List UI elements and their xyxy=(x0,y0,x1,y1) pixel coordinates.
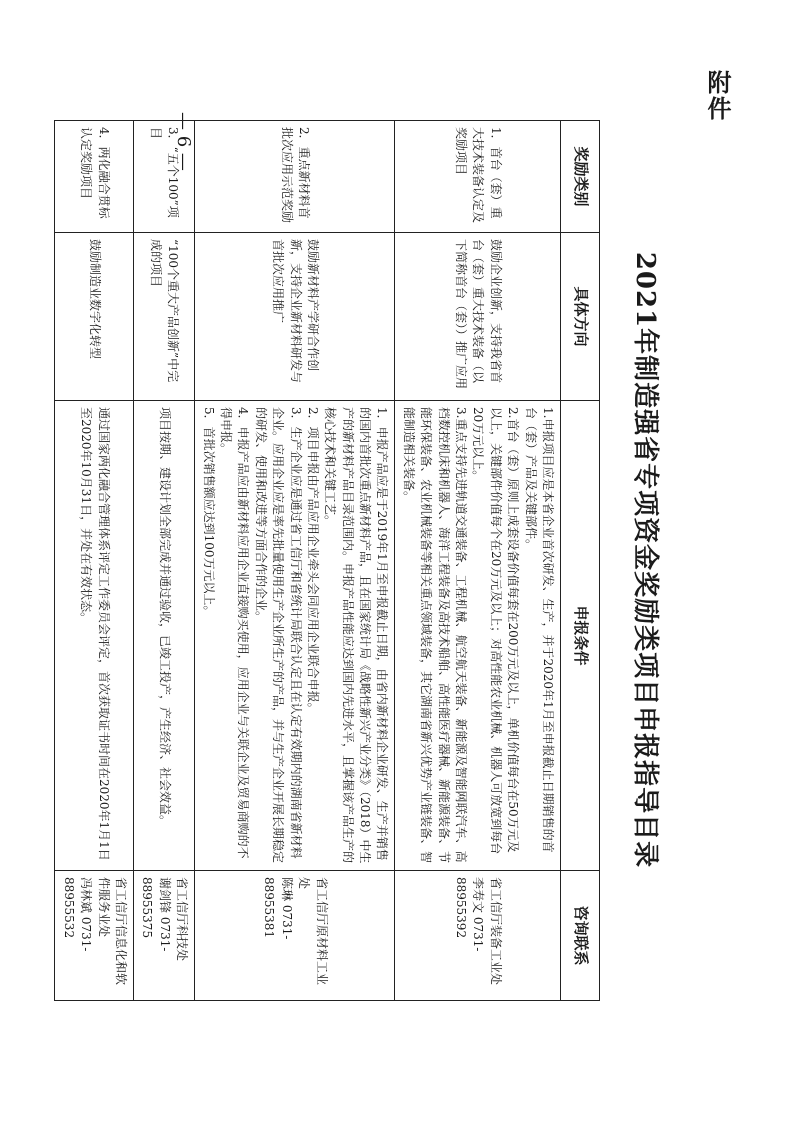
row-category: 1．首台（套）重大技术装备认定及奖励项目 xyxy=(395,121,561,233)
row-direction: 鼓励新材料产学研合作创新，支持企业新材料研发与首批次应用推广 xyxy=(195,233,395,401)
row-contact xyxy=(395,871,561,1001)
row-conditions xyxy=(395,401,561,871)
row-contact xyxy=(55,871,134,1001)
condition-item: 1.申报项目应是本省企业首次研发、生产，并于2020年1月至申报截止日期销售的首台（套）产品及关键部件。 xyxy=(523,407,555,853)
contact-dept: 省工信厅装备工业处 xyxy=(488,877,503,986)
contact-person: 冯林斌 0731-88955532 xyxy=(61,877,94,952)
table-row xyxy=(395,121,561,1001)
rotated-document xyxy=(61,120,660,1040)
row-direction: “100个重大产品创新”中完成的项目 xyxy=(134,233,195,401)
contact-person: 陈琳 0731-88955381 xyxy=(262,877,294,940)
condition-item: 5．首批次销售额应达到100万元以上。 xyxy=(201,407,216,618)
row-category: 2．重点新材料首批次应用示范奖励 xyxy=(195,121,395,233)
table-row xyxy=(134,121,195,1001)
condition-item: 3．生产企业应是通过省工信厅和省统计局联合认定且在认定有效期内的湖南省新材料企业。应用企业应是率先批量使用生产企业所生产的产品，并与生产企业开展长期稳定的研发、使用和改进等方面合作的企业。 xyxy=(253,407,303,864)
contact-dept: 省工信厅原材料工业处 xyxy=(297,877,329,986)
condition-item: 项目按期、建设计划全部完成并通过验收，已竣工投产，产生经济、社会效益。 xyxy=(157,407,172,828)
condition-item: 3.重点支持先进轨道交通装备、工程机械、航空航天装备、新能源及智能网联汽车、高档数控机床和机器人、海洋工程装备及高技术船舶、高性能医疗器械、新能源装备、节能环保装备、农业机械装备等相关重点领域装备，其它湖南省新兴优势产业链装备、智能制造相关装备。 xyxy=(401,407,469,864)
condition-item: 2.首台（套）原则上成套设备价值每套在200万元及以上，单机价值每台在50万元及以上，关键部件价值每个在20万元及以上；对高性能农业机械、机器人可放宽到每台20万元以上。 xyxy=(471,407,521,855)
contact-dept: 省工信厅信息化和软件服务业处 xyxy=(96,877,129,986)
row-direction: 鼓励企业创新，支持我省首台（套）重大技术装备（以下简称首台（套））推广应用 xyxy=(395,233,561,401)
header-contact: 咨询联系 xyxy=(561,871,600,1001)
guide-table xyxy=(54,120,600,1001)
page-number: — 6 — xyxy=(173,112,194,171)
condition-item: 4．申报产品应由新材料应用企业直接购买使用，应用企业与关联企业及贸易商购的不得申报。 xyxy=(218,407,251,859)
attachment-label: 附件 xyxy=(703,70,732,122)
table-row xyxy=(195,121,395,1001)
row-contact xyxy=(134,871,195,1001)
row-conditions xyxy=(195,401,395,871)
contact-person: 李寿文 0731-88955392 xyxy=(454,877,486,952)
table-row xyxy=(55,121,134,1001)
document-title: 2021年制造强省专项资金奖励类项目申报指导目录 xyxy=(630,251,660,869)
row-conditions xyxy=(134,401,195,871)
header-category: 奖励类别 xyxy=(561,121,600,233)
table-header-row xyxy=(561,121,600,1001)
condition-item: 通过国家两化融合管理体系评定工作委员会评定，首次获取证书时间在2020年1月1日至2020年10月31日，并处在有效状态。 xyxy=(79,407,111,861)
row-category: 4．两化融合贯标认定奖励项目 xyxy=(55,121,134,233)
condition-item: 1．申报产品应是于2019年1月至申报截止日期，由省内新材料企业研发、生产并销售的国内首批次重点新材料产品，且在国家统计局《战略性新兴产业分类》（2018）中生产的新材料产品目录范围内。申报产品性能应达到国内先进水平，且掌握该产品生产的核心技术和关键工艺。 xyxy=(323,407,390,864)
header-direction: 具体方向 xyxy=(561,233,600,401)
row-conditions xyxy=(55,401,134,871)
row-direction: 鼓励制造业数字化转型 xyxy=(55,233,134,401)
contact-person: 谢剑锋 0731-88955375 xyxy=(140,877,172,952)
condition-item: 2．项目申报由产品应用企业牵头会同应用企业联合申报。 xyxy=(305,407,320,715)
row-contact xyxy=(195,871,395,1001)
contact-dept: 省工信厅科技处 xyxy=(175,877,190,962)
row-category: 3．“五个100”项目 xyxy=(134,121,195,233)
header-conditions: 申报条件 xyxy=(561,401,600,871)
